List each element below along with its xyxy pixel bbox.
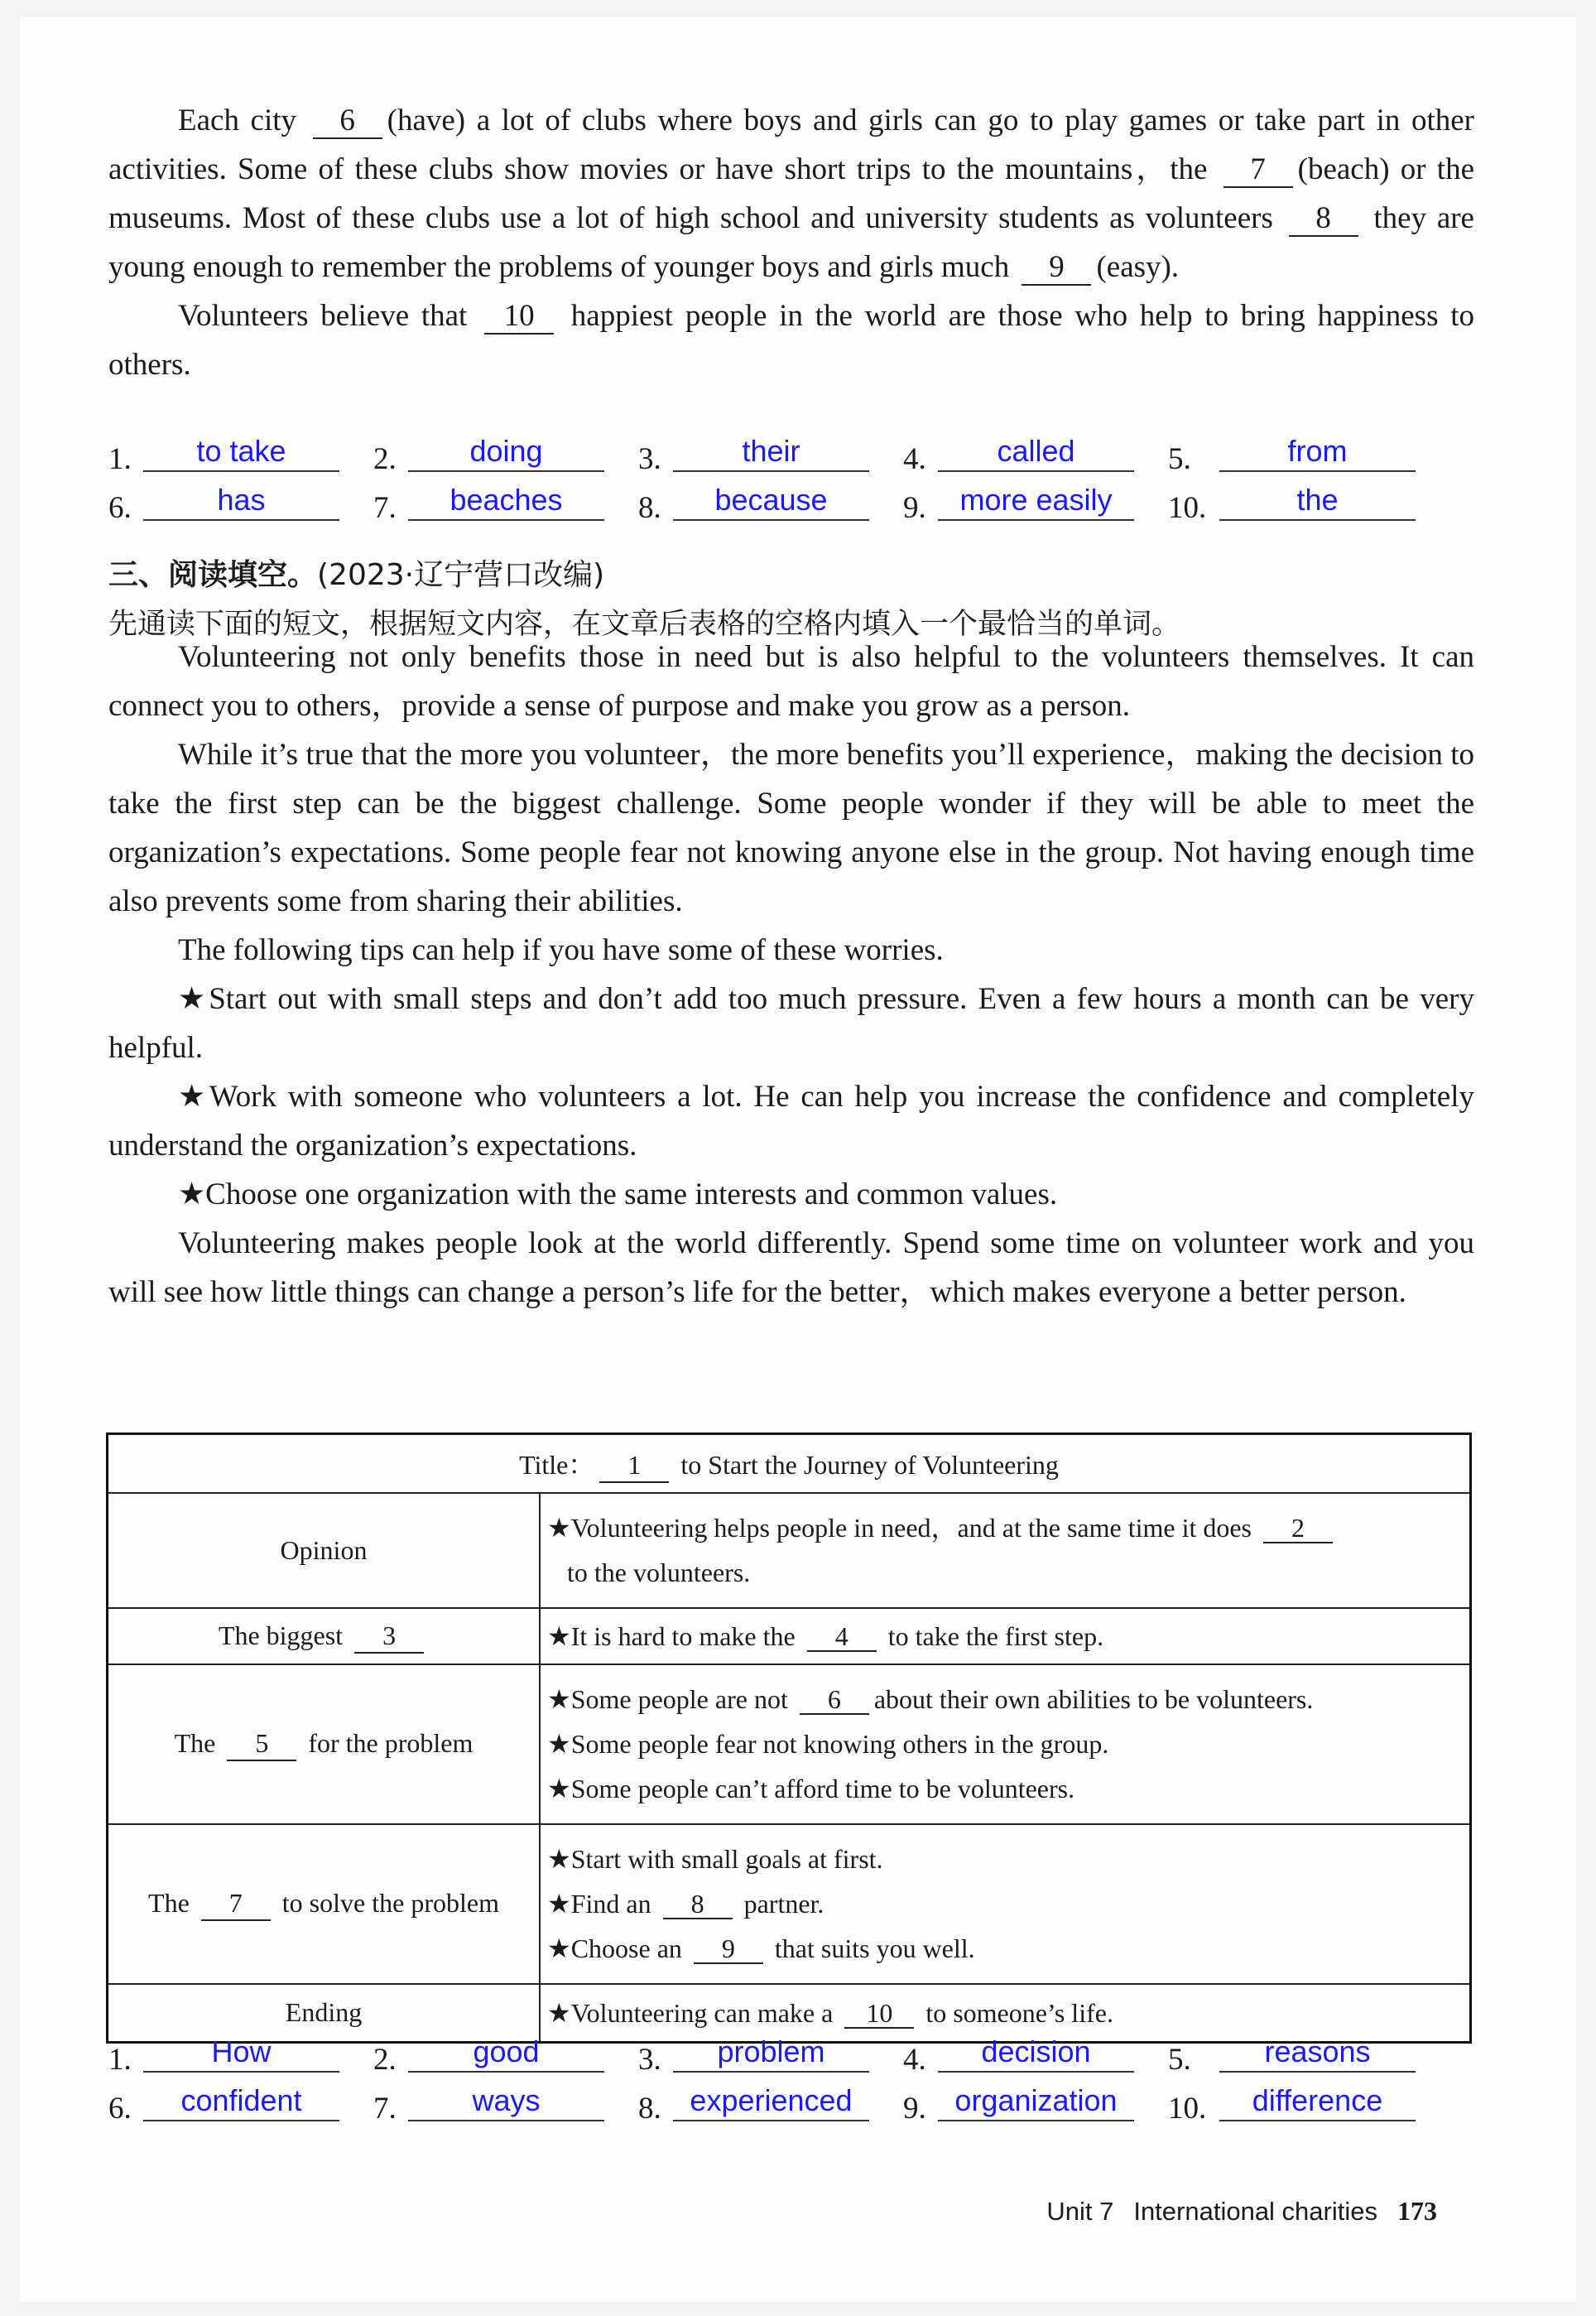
- answer-number: 6.: [108, 491, 132, 525]
- blank-7: 7: [1223, 153, 1293, 188]
- answer-value: confident: [143, 2082, 339, 2121]
- answer-item: [638, 434, 903, 477]
- table-row: [108, 1608, 1471, 1664]
- text-segment: ★Find an: [547, 1889, 658, 1919]
- paragraph: [108, 96, 1474, 291]
- text-segment: ★Some people can’t afford time to be volunteers.: [547, 1774, 1075, 1803]
- text-segment: to Start the Journey of Volunteering: [674, 1449, 1059, 1480]
- page-footer: [1026, 2196, 1437, 2227]
- table-row: [108, 1664, 1471, 1824]
- answer-value: more easily: [938, 481, 1134, 521]
- answer-item: [903, 2034, 1168, 2078]
- answer-value: reasons: [1219, 2033, 1416, 2073]
- answer-number: 10.: [1168, 2092, 1207, 2126]
- text-segment: ★Volunteering helps people in need，and at the same time it does: [547, 1513, 1259, 1543]
- answer-key-table: [108, 2029, 1499, 2126]
- row-content: [540, 1824, 1471, 1984]
- content-line: [547, 1881, 1461, 1926]
- summary-table: [106, 1432, 1472, 2044]
- answer-item: [373, 2083, 638, 2126]
- blank-9: 9: [1022, 251, 1091, 286]
- text-segment: to the volunteers.: [567, 1558, 751, 1587]
- blank-8: 8: [663, 1890, 733, 1919]
- text-segment: The: [148, 1888, 196, 1918]
- answer-value: ways: [408, 2082, 604, 2121]
- answer-item: [903, 434, 1168, 477]
- text-segment: The: [174, 1728, 223, 1758]
- answer-number: 8.: [638, 491, 661, 525]
- answer-value: experienced: [673, 2082, 869, 2121]
- answer-item: [373, 2034, 638, 2078]
- section-title: 三、阅读填空。: [108, 558, 318, 592]
- row-content: [540, 1493, 1471, 1608]
- text-segment: Volunteers believe that: [178, 299, 480, 333]
- answer-item: [638, 483, 903, 526]
- answer-number: 7.: [373, 2092, 397, 2126]
- blank-8: 8: [1289, 202, 1358, 237]
- blank-6: 6: [313, 104, 382, 139]
- answer-item: [108, 434, 373, 477]
- text-segment: ★Some people fear not knowing others in the group.: [547, 1729, 1109, 1759]
- blank-2: 2: [1263, 1514, 1333, 1543]
- row-label: [108, 1493, 541, 1608]
- blank-4: 4: [807, 1622, 877, 1652]
- answer-item: [1168, 483, 1433, 526]
- answer-number: 6.: [108, 2092, 132, 2126]
- blank-7: 7: [201, 1886, 271, 1921]
- row-label: [108, 1664, 541, 1824]
- answer-row: [108, 2029, 1499, 2078]
- answer-value: good: [408, 2033, 604, 2073]
- answer-value: their: [673, 432, 869, 472]
- text-segment: (easy).: [1096, 250, 1180, 284]
- answer-item: [108, 2083, 373, 2126]
- blank-6: 6: [800, 1685, 869, 1715]
- blank-1: 1: [599, 1448, 669, 1483]
- answer-value: organization: [938, 2082, 1134, 2121]
- answer-row: [108, 477, 1499, 526]
- answer-value: decision: [938, 2033, 1134, 2073]
- answer-item: [373, 483, 638, 526]
- text-segment: Volunteering makes people look at the world differently. Spend some time on volunteer work and you will see how little things can change a person’s life for the better，which makes everyone a better person.: [108, 1226, 1474, 1309]
- text-segment: Ending: [285, 1997, 363, 2028]
- text-segment: While it’s true that the more you volunteer，the more benefits you’ll experience，making the decision to take the first step can be the biggest challenge. Some people wonder if they will be able to meet the organization’s expectations. Some people fear not knowing anyone else in the group. Not having enough time also prevents some from sharing their abilities.: [108, 738, 1474, 918]
- section-heading: [108, 551, 604, 594]
- text-segment: to solve the problem: [275, 1888, 499, 1918]
- footer-title: International charities: [1133, 2197, 1377, 2226]
- answer-key-cloze: [108, 428, 1499, 526]
- text-segment: The following tips can help if you have some of these worries.: [178, 933, 944, 967]
- table-title: [108, 1434, 1471, 1493]
- text-segment: that suits you well.: [767, 1933, 975, 1963]
- workbook-page: [20, 17, 1576, 2302]
- answer-value: has: [143, 481, 339, 521]
- passage-cloze: [108, 96, 1474, 389]
- table-row: [108, 1824, 1471, 1984]
- answer-item: [108, 2034, 373, 2078]
- paragraph: [108, 1072, 1474, 1170]
- answer-number: 2.: [373, 2043, 397, 2077]
- answer-item: [1168, 434, 1433, 477]
- text-segment: they are young enough to remember the problems of younger boys and girls much: [108, 201, 1474, 284]
- text-segment: ★Start out with small steps and don’t add too much pressure. Even a few hours a month can be very helpful.: [108, 982, 1474, 1065]
- answer-item: [1168, 2034, 1433, 2078]
- answer-number: 8.: [638, 2092, 661, 2126]
- paragraph: [108, 291, 1474, 389]
- answer-value: problem: [673, 2033, 869, 2073]
- paragraph: [108, 926, 1474, 975]
- answer-value: difference: [1219, 2082, 1416, 2121]
- answer-number: 4.: [903, 442, 926, 476]
- answer-number: 1.: [108, 442, 132, 476]
- answer-value: from: [1219, 432, 1416, 472]
- content-line: [547, 1721, 1461, 1766]
- answer-item: [373, 434, 638, 477]
- passage-reading: [108, 633, 1474, 1317]
- row-label: [108, 1608, 541, 1664]
- blank-3: 3: [354, 1619, 424, 1654]
- answer-value: called: [938, 432, 1134, 472]
- content-line: [547, 1837, 1461, 1881]
- blank-9: 9: [694, 1934, 763, 1964]
- answer-value: doing: [408, 432, 604, 472]
- text-segment: to someone’s life.: [919, 1997, 1113, 2028]
- text-segment: (beach) or the museums. Most of these clubs use a lot of high school and university students as volunteers: [108, 152, 1474, 235]
- text-segment: Each city: [178, 104, 308, 137]
- row-content: [540, 1664, 1471, 1824]
- paragraph: [108, 975, 1474, 1072]
- footer-unit: Unit 7: [1046, 2197, 1114, 2226]
- paragraph: [108, 633, 1474, 730]
- paragraph: [108, 1219, 1474, 1317]
- content-line: [547, 1550, 1461, 1595]
- answer-item: [903, 483, 1168, 526]
- answer-number: 7.: [373, 491, 397, 525]
- answer-number: 3.: [638, 2043, 661, 2077]
- text-segment: Opinion: [280, 1534, 368, 1565]
- answer-item: [638, 2034, 903, 2078]
- answer-number: 10.: [1168, 491, 1207, 525]
- text-segment: ★Choose an: [547, 1933, 689, 1963]
- answer-number: 9.: [903, 491, 926, 525]
- answer-number: 4.: [903, 2043, 926, 2077]
- answer-item: [108, 483, 373, 526]
- row-label: [108, 1824, 541, 1984]
- answer-item: [638, 2083, 903, 2126]
- section-instruction: 先通读下面的短文，根据短文内容，在文章后表格的空格内填入一个最恰当的单词。: [108, 608, 1181, 641]
- content-line: [547, 1505, 1461, 1550]
- answer-value: How: [143, 2033, 339, 2073]
- content-line: [547, 1926, 1461, 1971]
- text-segment: happiest people in the world are those who help to bring happiness to others.: [108, 299, 1474, 382]
- answer-value: to take: [143, 432, 339, 472]
- text-segment: (have) a lot of clubs where boys and girls can go to play games or take part in other activities. Some of these clubs show movies or have short trips to the mountains，the: [108, 104, 1474, 186]
- content-line: [547, 1677, 1461, 1721]
- page-number: 173: [1397, 2196, 1437, 2226]
- content-line: [547, 1766, 1461, 1811]
- text-segment: partner.: [737, 1889, 824, 1919]
- text-segment: to take the first step.: [881, 1620, 1104, 1651]
- table-row: [108, 1493, 1471, 1608]
- answer-number: 1.: [108, 2043, 132, 2077]
- answer-number: 5.: [1168, 442, 1191, 476]
- text-segment: ★Some people are not: [547, 1684, 795, 1714]
- text-segment: about their own abilities to be volunteers.: [873, 1684, 1314, 1714]
- answer-item: [1168, 2083, 1433, 2126]
- content-line: [547, 1614, 1461, 1659]
- text-segment: for the problem: [301, 1728, 474, 1758]
- answer-row: [108, 428, 1499, 477]
- text-segment: ★Work with someone who volunteers a lot. He can help you increase the confidence and completely understand the organization’s expectations.: [108, 1080, 1474, 1163]
- answer-item: [903, 2083, 1168, 2126]
- blank-5: 5: [227, 1726, 296, 1761]
- answer-row: [108, 2078, 1499, 2126]
- blank-10: 10: [844, 1999, 914, 2029]
- blank-10: 10: [484, 300, 554, 335]
- text-segment: Volunteering not only benefits those in need but is also helpful to the volunteers themselves. It can connect you to others，provide a sense of purpose and make you grow as a person.: [108, 640, 1474, 723]
- text-segment: Title：: [519, 1449, 595, 1480]
- text-segment: ★Choose one organization with the same interests and common values.: [178, 1177, 1058, 1211]
- section-source: (2023·辽宁营口改编): [317, 558, 605, 592]
- paragraph: [108, 730, 1474, 926]
- answer-number: 9.: [903, 2092, 926, 2126]
- text-segment: ★It is hard to make the: [547, 1620, 802, 1651]
- row-content: [540, 1608, 1471, 1664]
- text-segment: The biggest: [218, 1620, 350, 1650]
- answer-number: 2.: [373, 442, 397, 476]
- answer-number: 3.: [638, 442, 661, 476]
- answer-value: beaches: [408, 481, 604, 521]
- text-segment: ★Volunteering can make a: [547, 1997, 840, 2028]
- answer-number: 5.: [1168, 2043, 1191, 2077]
- text-segment: ★Start with small goals at first.: [547, 1844, 883, 1874]
- answer-value: because: [673, 481, 869, 521]
- paragraph: [108, 1170, 1474, 1219]
- answer-value: the: [1219, 481, 1416, 521]
